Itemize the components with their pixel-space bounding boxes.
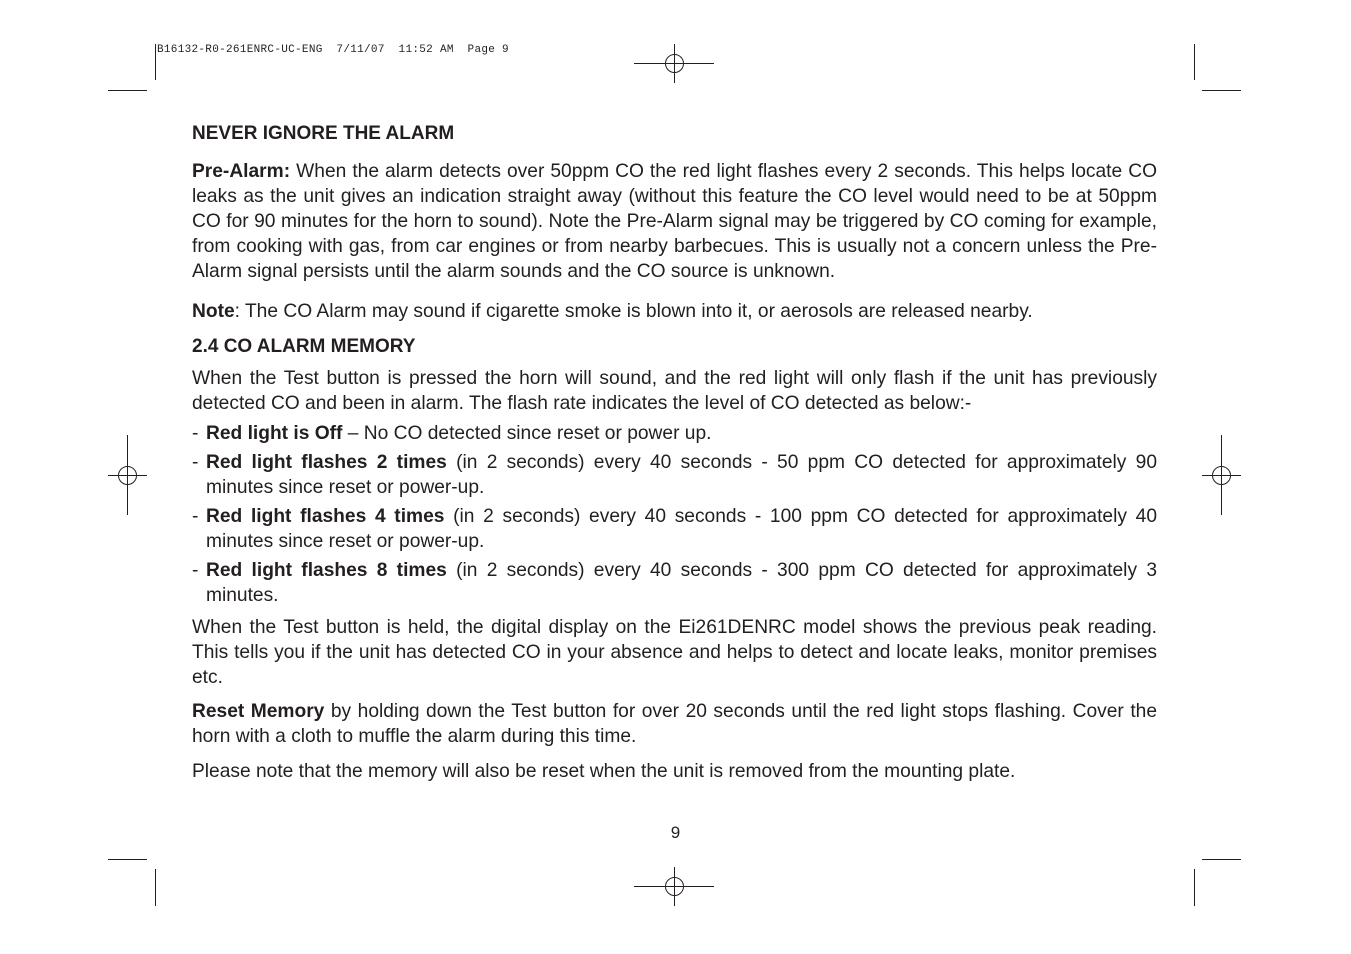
list-item-text: (in 2 seconds) every 40 seconds - 300 ppm CO detected for approximately 3 minutes.	[206, 560, 1157, 606]
display-paragraph: When the Test button is held, the digital display on the Ei261DENRC model shows the previous peak reading. This tells you if the unit has detected CO in your absence and helps to detect and locate leaks, monitor premises etc.	[192, 617, 1157, 688]
list-item-label: Red light is Off	[206, 423, 343, 444]
list-dash: -	[192, 452, 199, 473]
list-item-label: Red light flashes 8 times	[206, 560, 447, 581]
pre-alarm-text: When the alarm detects over 50ppm CO the red light flashes every 2 seconds. This helps locate CO leaks as the unit gives an indication straight away (without this feature the CO level would need to be at 50ppm CO for 90 minutes for the horn to sound). Note the Pre-Alarm signal may be triggered by CO coming for example, from cooking with gas, from car engines or from nearby barbecues. This is usually not a concern unless the Pre-Alarm signal persists until the alarm sounds and the CO source is unknown.	[192, 161, 1157, 282]
list-item	[192, 558, 1157, 608]
note-text: : The CO Alarm may sound if cigarette smoke is blown into it, or aerosols are released nearby.	[234, 301, 1033, 322]
list-item-text: – No CO detected since reset or power up.	[342, 423, 712, 444]
registration-target-icon	[634, 867, 714, 906]
registration-target-icon	[634, 44, 714, 83]
list-item	[192, 450, 1157, 500]
section-heading-memory: 2.4 CO ALARM MEMORY	[192, 336, 416, 357]
section-heading-never-ignore: NEVER IGNORE THE ALARM	[192, 123, 455, 144]
pre-alarm-label: Pre-Alarm:	[192, 161, 291, 182]
pre-alarm-paragraph	[192, 159, 1157, 284]
list-dash: -	[192, 423, 199, 444]
flash-rate-list	[192, 421, 1157, 608]
list-item-text: (in 2 seconds) every 40 seconds - 100 ppm CO detected for approximately 40 minutes since reset or power-up.	[206, 506, 1157, 552]
reset-memory-paragraph	[192, 699, 1157, 749]
reset-memory-label: Reset Memory	[192, 701, 325, 722]
registration-target-icon	[108, 435, 147, 515]
final-note-paragraph: Please note that the memory will also be reset when the unit is removed from the mounting plate.	[192, 761, 1016, 782]
reset-memory-text: by holding down the Test button for over 20 seconds until the red light stops flashing. Cover the horn with a cloth to muffle the alarm during this time.	[192, 701, 1157, 747]
page-content	[192, 121, 1157, 784]
page-number: 9	[670, 823, 681, 842]
note-label: Note	[192, 301, 235, 322]
list-item	[192, 504, 1157, 554]
list-item-label: Red light flashes 4 times	[206, 506, 445, 527]
memory-intro-paragraph: When the Test button is pressed the horn will sound, and the red light will only flash if the unit has previously detected CO and been in alarm. The flash rate indicates the level of CO detected as below:-	[192, 368, 1157, 414]
print-slug-line: B16132-R0-261ENRC-UC-ENG 7/11/07 11:52 AM Page 9	[157, 44, 509, 56]
list-item-text: (in 2 seconds) every 40 seconds - 50 ppm CO detected for approximately 90 minutes since reset or power-up.	[206, 452, 1157, 498]
list-dash: -	[192, 506, 199, 527]
note-paragraph	[192, 299, 1157, 324]
list-item-label: Red light flashes 2 times	[206, 452, 447, 473]
list-dash: -	[192, 560, 199, 581]
list-item	[192, 421, 1157, 446]
registration-target-icon	[1202, 435, 1241, 515]
